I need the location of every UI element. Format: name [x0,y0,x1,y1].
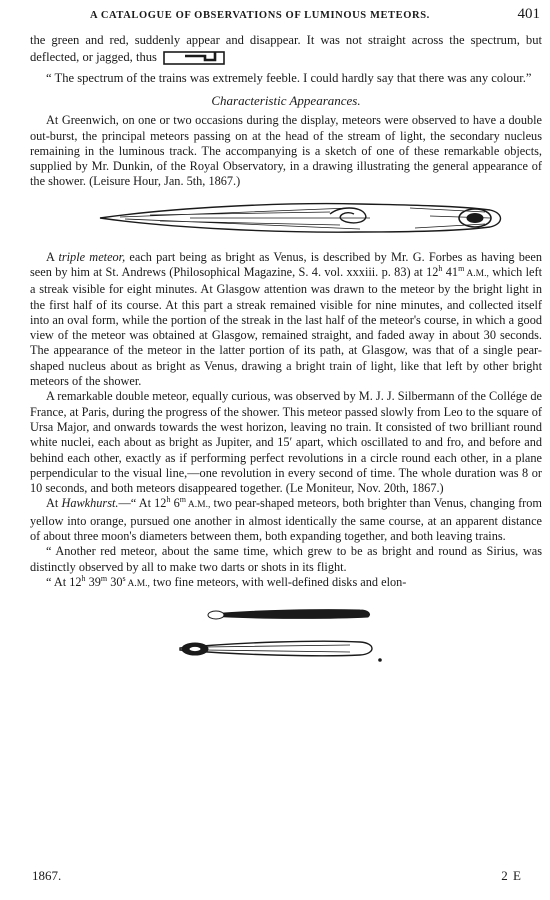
text-run: A [46,249,59,264]
text-run: 41 [442,265,459,279]
paragraph-spectrum [30,32,542,68]
footer-year: 1867. [32,868,62,883]
text-run: 30 [107,574,123,589]
superscript-minutes: m [458,263,465,273]
text-run: two fine meteors, with well-defined disks and elon- [149,574,407,589]
text-run: “ At 12 [46,574,82,589]
text-run-italic: triple meteor, [58,249,126,264]
text-run: two pear-shaped meteors, both brighter than Venus, changing from yellow into orange, pursued one another in almost identically the same course, at an apparent distance of about three moon's diameters between them, both expanding together, and both leaving trains. [30,496,542,544]
superscript-minutes: m [100,573,108,583]
text-run: 39 [85,574,101,589]
page-body [30,32,542,674]
section-heading: Characteristic Appearances. [211,92,361,108]
paragraph-triple-meteor [30,250,542,390]
book-page [30,0,542,900]
text-run: At [46,496,62,511]
paragraph-greenwich: At Greenwich, on one or two occasions during the display, meteors were observed to have a double out-burst, the principal meteors passing on at the head of the stream of light, the secondary nucleus remaining in the luminous track. The accompanying is a sketch of one of these remarkable objects, supplied by Mr. Dunkin, of the Royal Observatory, in a drawing illustrating the general appearance of the shower. (Leisure Hour, Jan. 5th, 1867.) [30,113,542,189]
page-number: 401 [517,6,540,22]
text-run: —“ At 12 [118,496,167,511]
superscript-seconds: s [122,573,126,583]
paragraph-red-meteor: “ Another red meteor, about the same time, which grew to be as bright and round as Sirius, was distinctly observed by all to make two darts or shots in its flight. [30,544,542,574]
paragraph-spectrum-text: the green and red, suddenly appear and disappear. It was not straight across the spectrum, but deflected, or jagged, thus [30,33,542,65]
paragraph-feeble-spectrum: “ The spectrum of the trains was extremely feeble. I could hardly say that there was any colour.” [46,71,532,86]
paragraph-two-fine-meteors [30,575,542,592]
pear-shaped-meteors-sketch [30,600,542,664]
text-run: each part being as bright as Venus, is described by Mr. G. Forbes as having been seen by him at St. Andrews (Philosophical Magazine, S. 4. vol. xxxiii. p. 83) at 12 [30,249,542,279]
signature-mark: 2 E [501,868,522,883]
running-header [30,6,542,26]
text-run-small-caps: A.M., [464,269,489,279]
superscript-hours: h [81,573,86,583]
double-outburst-meteor-sketch [30,196,542,240]
text-run: which left a streak visible for eight minutes. At Glasgow attention was drawn to the meteor by the bright light in the first half of its course. At this part a streak remained visible for nine minutes, and collected itself into an oval form, while the portion of the streak in the last half of the meteor's course, in which a good view of the meteor was obtained at Glasgow, remained straight, and faded away in about 30 seconds. The appearance of the meteor in the latter portion of its path, at Glasgow, was that of a single pear-shaped nucleus about as bright as Venus, drawing a bright train of light, like that left by other bright meteors of the shower. [30,265,542,389]
superscript-hours: h [166,495,171,505]
text-run-small-caps: A.M., [185,500,211,511]
text-run-italic: Hawkhurst. [61,496,119,511]
paragraph-double-meteor: A remarkable double meteor, equally curious, was observed by M. J. J. Silbermann of the Collége de France, at Paris, during the progress of the shower. This meteor passed slowly from Leo to the square of Ursa Major, and onwards towards the west horizon, leaving no train. It consisted of two brilliant round white nuclei, each about as bright as Jupiter, and 15′ apart, which oscillated to and fro, and before and behind each other, exactly as if performing perfect revolutions in a circle round each other, in a plane perpendicular to the visual line,—one revolution in every second of time. The whole duration was 8 or 10 seconds, and both meteors disappeared together. (Le Moniteur, Nov. 20th, 1867.) [30,389,542,496]
superscript-hours: h [438,263,443,273]
text-run-small-caps: A.M., [125,578,150,589]
running-title: A CATALOGUE OF OBSERVATIONS OF LUMINOUS METEORS. [90,10,430,21]
paragraph-hawkhurst [30,496,542,544]
jagged-spectrum-diagram [163,48,227,68]
superscript-minutes: m [179,495,186,505]
text-run: 6 [170,496,180,511]
